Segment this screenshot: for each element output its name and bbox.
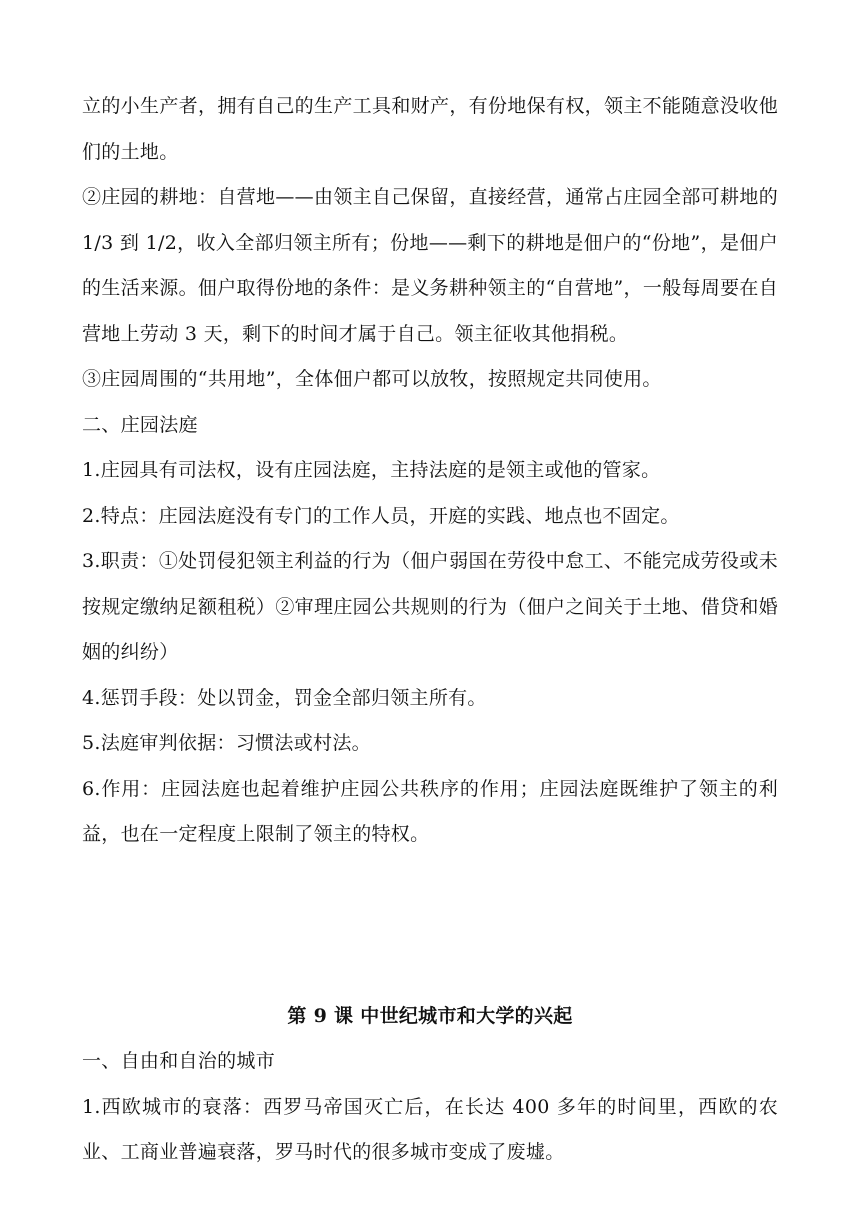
lesson-title: 第 9 课 中世纪城市和大学的兴起 bbox=[287, 1004, 573, 1027]
paragraph-tenant-status: 立的小生产者，拥有自己的生产工具和财产，有份地保有权，领主不能随意没收他们的土地。 bbox=[82, 95, 778, 163]
paragraph-court-features: 2.特点：庄园法庭没有专门的工作人员，开庭的实践、地点也不固定。 bbox=[82, 504, 680, 527]
paragraph-court-duties: 3.职责：①处罚侵犯领主利益的行为（佃户弱国在劳役中怠工、不能完成劳役或未按规定缴纳足额租税）②审理庄园公共规则的行为（佃户之间关于土地、借贷和婚姻的纠纷） bbox=[82, 550, 778, 663]
paragraph-common-land: ③庄园周围的“共用地”，全体佃户都可以放牧，按照规定共同使用。 bbox=[82, 368, 662, 390]
paragraph-court-basis: 5.法庭审判依据：习惯法或村法。 bbox=[82, 732, 371, 754]
section-spacer bbox=[82, 858, 778, 994]
paragraph-manor-farmland: ②庄园的耕地：自营地——由领主自己保留，直接经营，通常占庄园全部可耕地的 1/3 到 1/2，收入全部归领主所有；份地——剩下的耕地是佃户的“份地”，是佃户的生活来源。佃户取得份地的条件：是义务耕种领主的“自营地”，一般每周要在自营地上劳动 3 天，剩下的时间才属于自己。领主征收其他捐税。 bbox=[82, 186, 778, 345]
paragraph-court-jurisdiction: 1.庄园具有司法权，设有庄园法庭，主持法庭的是领主或他的管家。 bbox=[82, 459, 661, 481]
section-heading-manor-court: 二、庄园法庭 bbox=[82, 413, 198, 436]
section-heading-free-cities: 一、自由和自治的城市 bbox=[82, 1050, 276, 1072]
paragraph-court-penalties: 4.惩罚手段：处以罚金，罚金全部归领主所有。 bbox=[82, 686, 487, 709]
paragraph-city-decline: 1.西欧城市的衰落：西罗马帝国灭亡后，在长达 400 多年的时间里，西欧的农业、工商业普遍衰落，罗马时代的很多城市变成了废墟。 bbox=[82, 1095, 778, 1163]
paragraph-court-role: 6.作用：庄园法庭也起着维护庄园公共秩序的作用；庄园法庭既维护了领主的利益，也在一定程度上限制了领主的特权。 bbox=[82, 777, 778, 845]
